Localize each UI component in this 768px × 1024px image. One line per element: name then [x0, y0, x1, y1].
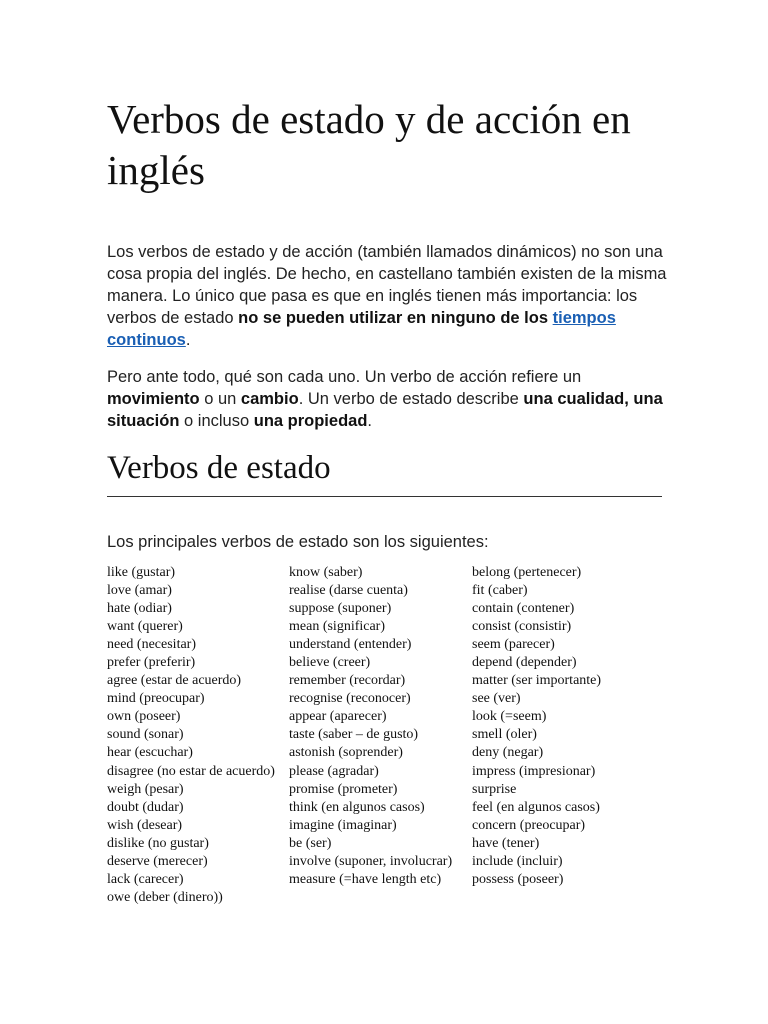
verb-item: look (=seem) — [472, 709, 547, 725]
verb-item: own (poseer) — [107, 709, 181, 725]
verb-item: concern (preocupar) — [472, 817, 586, 833]
verb-item: seem (parecer) — [472, 637, 555, 653]
verb-item: consist (consistir) — [472, 619, 572, 635]
verb-item: owe (deber (dinero)) — [107, 889, 223, 905]
verb-item: see (ver) — [472, 691, 521, 707]
definition-text-3: . Un verbo de estado describe — [298, 390, 524, 408]
page-title: Verbos de estado y de acción en inglés — [107, 96, 631, 193]
verb-item: belong (pertenecer) — [472, 565, 582, 580]
definition-text-1: Pero ante todo, qué son cada uno. Un verbo de acción refiere un — [107, 368, 582, 386]
verb-item: want (querer) — [107, 619, 183, 635]
verb-item: impress (impresionar) — [472, 763, 596, 779]
section-divider — [107, 496, 662, 497]
verb-item: have (tener) — [472, 835, 540, 851]
verb-item: doubt (dudar) — [107, 799, 184, 815]
verb-item: depend (depender) — [472, 655, 577, 671]
intro-text: Los verbos de estado y de acción (también llamados dinámicos) no son una cosa propia del inglés. De hecho, en castellano también existen de la misma manera. Lo único que pasa es que en inglés tienen más importancia: los verbos de estado — [107, 243, 667, 327]
verb-item: disagree (no estar de acuerdo) — [107, 763, 275, 779]
verb-item: fit (caber) — [472, 583, 528, 599]
verb-item: understand (entender) — [289, 637, 412, 653]
definition-paragraph — [107, 366, 667, 432]
verb-item: involve (suponer, involucrar) — [289, 853, 453, 869]
verb-item: need (necesitar) — [107, 637, 196, 653]
verb-item: deserve (merecer) — [107, 853, 208, 869]
verb-item: weigh (pesar) — [107, 781, 184, 797]
verb-item: include (incluir) — [472, 853, 563, 869]
verb-item: measure (=have length etc) — [289, 871, 442, 887]
verb-item: lack (carecer) — [107, 871, 184, 887]
verb-item: matter (ser importante) — [472, 673, 602, 689]
definition-bold-cambio: cambio — [240, 390, 299, 408]
verb-item: astonish (soprender) — [289, 745, 403, 761]
definition-text-2: o un — [199, 390, 241, 408]
verb-item: surprise — [472, 781, 517, 797]
verb-column-3 — [472, 564, 601, 889]
intro-bold-text: no se pueden utilizar en ninguno de los — [238, 309, 549, 327]
verb-item: suppose (suponer) — [289, 601, 392, 617]
verb-item: deny (negar) — [472, 745, 544, 761]
definition-end: . — [367, 412, 372, 430]
verb-item: like (gustar) — [107, 565, 176, 580]
verb-item: mind (preocupar) — [107, 691, 205, 707]
verb-item: prefer (preferir) — [107, 655, 196, 671]
section-intro: Los principales verbos de estado son los siguientes: — [107, 533, 489, 551]
verb-columns — [107, 564, 667, 914]
definition-text-4: o incluso — [179, 412, 254, 430]
verb-column-2 — [289, 564, 452, 889]
verb-item: hate (odiar) — [107, 601, 172, 617]
verb-item: mean (significar) — [289, 619, 386, 635]
verb-item: promise (prometer) — [289, 781, 398, 797]
definition-bold-cualidad: una cualidad, una situación — [107, 390, 663, 430]
tiempos-continuos-link[interactable]: tiempos continuos — [107, 309, 616, 349]
verb-item: please (agradar) — [289, 763, 379, 779]
verb-item: dislike (no gustar) — [107, 835, 209, 851]
verb-item: possess (poseer) — [472, 871, 564, 887]
verb-item: taste (saber – de gusto) — [289, 727, 419, 743]
verb-item: smell (oler) — [472, 727, 537, 743]
verb-item: agree (estar de acuerdo) — [107, 673, 242, 689]
definition-bold-movimiento: movimiento — [107, 390, 200, 408]
verb-item: contain (contener) — [472, 601, 575, 617]
verb-item: wish (desear) — [107, 817, 183, 833]
verb-item: imagine (imaginar) — [289, 817, 397, 833]
verb-item: be (ser) — [289, 835, 332, 851]
verb-item: know (saber) — [289, 565, 363, 580]
section-heading: Verbos de estado — [107, 450, 331, 486]
verb-item: recognise (reconocer) — [289, 691, 411, 707]
verb-item: believe (creer) — [289, 655, 371, 671]
verb-column-1 — [107, 564, 275, 907]
verb-item: sound (sonar) — [107, 727, 184, 743]
verb-item: love (amar) — [107, 583, 172, 599]
intro-end: . — [185, 331, 191, 349]
verb-item: realise (darse cuenta) — [289, 583, 408, 599]
verb-item: hear (escuchar) — [107, 745, 193, 761]
verb-item: think (en algunos casos) — [289, 799, 425, 815]
verb-item: feel (en algunos casos) — [472, 799, 600, 815]
definition-bold-propiedad: una propiedad — [253, 412, 368, 430]
verb-item: appear (aparecer) — [289, 709, 387, 725]
intro-paragraph — [107, 241, 667, 351]
verb-item: remember (recordar) — [289, 673, 406, 689]
